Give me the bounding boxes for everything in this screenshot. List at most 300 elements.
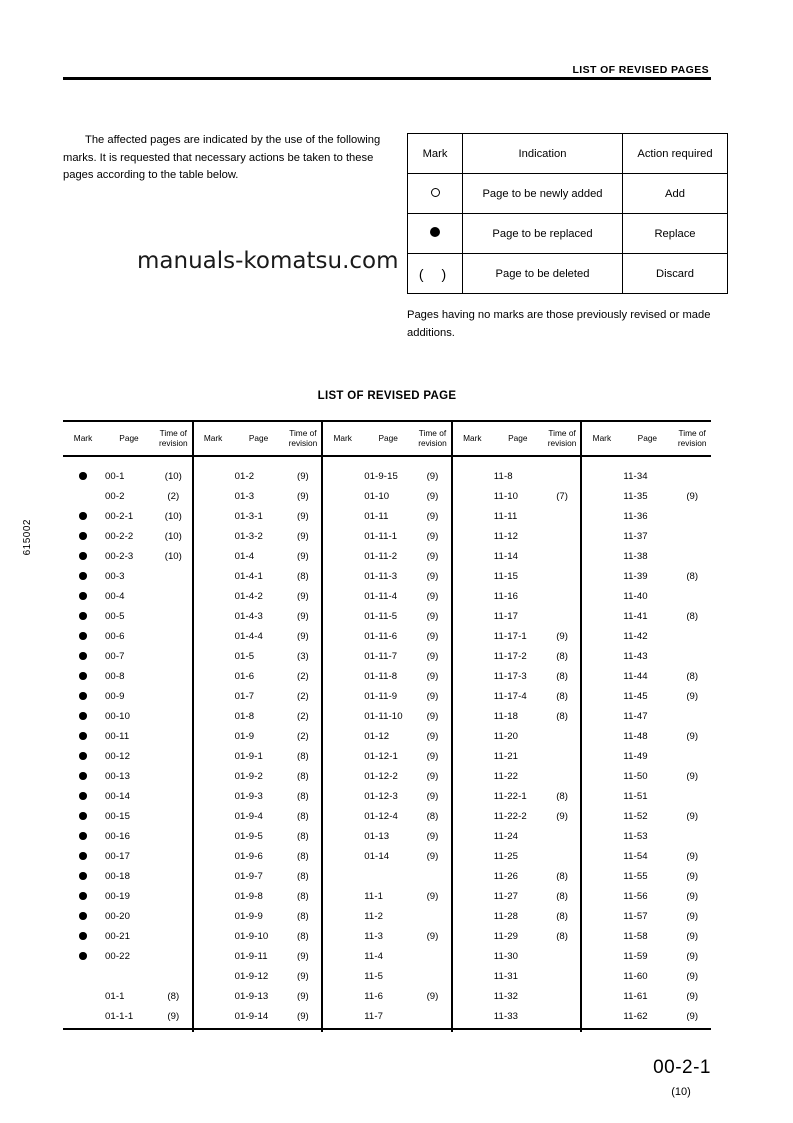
mark-cell [581, 606, 621, 626]
page-cell: 01-11-7 [364, 650, 398, 662]
mark-cell [322, 646, 362, 666]
time-of-revision-cell [155, 586, 193, 606]
replace-mark-cell [63, 686, 103, 706]
revision-header-page-2: Page [248, 432, 269, 443]
mark-cell [452, 606, 492, 626]
table-row [63, 926, 711, 946]
page-cell: 01-10 [364, 490, 390, 502]
table-row [63, 646, 711, 666]
replace-mark-cell [63, 566, 103, 586]
time-of-revision-cell: (9) [297, 630, 309, 642]
page-cell: 11-44 [623, 670, 648, 682]
time-of-revision-cell [673, 506, 711, 526]
time-of-revision-cell: (9) [686, 730, 699, 742]
filled-circle-icon [79, 852, 87, 860]
table-row [63, 686, 711, 706]
page-cell: 01-9-12 [234, 970, 269, 982]
mark-cell [452, 506, 492, 526]
page-cell: 11-33 [493, 1010, 519, 1022]
mark-cell [322, 566, 362, 586]
mark-cell [452, 826, 492, 846]
page-cell: 01-9-7 [234, 870, 263, 882]
page-cell: 01-9-11 [234, 950, 268, 962]
page-cell: 01-11-3 [364, 570, 398, 582]
time-of-revision-cell [414, 906, 452, 926]
time-of-revision-cell: (9) [426, 630, 439, 642]
mark-cell [452, 806, 492, 826]
page-cell [362, 866, 414, 886]
mark-cell [452, 546, 492, 566]
mark-cell [581, 546, 621, 566]
mark-cell [322, 906, 362, 926]
time-of-revision-cell [414, 946, 452, 966]
time-of-revision-cell: (9) [686, 990, 699, 1002]
page-cell: 11-24 [493, 830, 519, 842]
mark-cell [452, 586, 492, 606]
page-cell: 11-58 [623, 930, 648, 942]
mark-cell [581, 766, 621, 786]
time-of-revision-cell: (9) [297, 970, 309, 982]
legend-header-mark: Mark [408, 134, 463, 174]
time-of-revision-cell [673, 586, 711, 606]
mark-legend-table [407, 133, 728, 294]
mark-cell [452, 966, 492, 986]
revision-table-head [63, 421, 711, 456]
page-cell: 11-62 [623, 1010, 648, 1022]
page-cell: 11-40 [623, 590, 648, 602]
time-of-revision-cell: (9) [556, 630, 568, 642]
page-cell: 11-22-1 [493, 790, 527, 802]
page-cell: 00-11 [105, 730, 130, 742]
revision-header-mark-3: Mark [322, 421, 362, 456]
page-cell: 00-2-2 [105, 530, 134, 542]
revision-header-time-of-revision-4: Time of revision [547, 427, 577, 448]
revision-header-time-of-revision-2: Time of revision [288, 427, 318, 448]
legend-action-add: Add [623, 174, 728, 214]
mark-cell [581, 706, 621, 726]
time-of-revision-cell: (9) [426, 850, 439, 862]
time-of-revision-cell: (9) [426, 770, 439, 782]
time-of-revision-cell: (8) [297, 790, 309, 802]
page-cell: 11-39 [623, 570, 648, 582]
legend-action-discard: Discard [623, 254, 728, 294]
time-of-revision-cell: (9) [686, 810, 699, 822]
mark-cell [581, 586, 621, 606]
filled-circle-icon [79, 792, 87, 800]
page-cell: 01-12-1 [364, 750, 398, 762]
filled-circle-icon [79, 692, 87, 700]
time-of-revision-cell [544, 586, 582, 606]
mark-cell [581, 506, 621, 526]
intro-paragraph: The affected pages are indicated by the use of the following marks. It is requested that necessary actions be taken to these pages according to the table below. [63, 134, 381, 181]
page-cell: 01-4 [234, 550, 255, 562]
replace-mark-cell [63, 456, 103, 486]
mark-cell [193, 626, 233, 646]
mark-cell [452, 486, 492, 506]
table-row [63, 566, 711, 586]
page-cell: 01-9-3 [234, 790, 263, 802]
filled-circle-icon [79, 652, 87, 660]
mark-cell [452, 746, 492, 766]
filled-circle-icon [79, 952, 87, 960]
time-of-revision-cell: (9) [426, 730, 439, 742]
revision-header-page-3: Page [378, 432, 398, 443]
time-of-revision-cell: (9) [686, 970, 699, 982]
mark-cell [193, 666, 233, 686]
page-cell: 00-5 [105, 610, 125, 622]
time-of-revision-cell: (9) [426, 990, 439, 1002]
legend-mark-cell [408, 254, 463, 294]
page-cell: 11-36 [623, 510, 648, 522]
time-of-revision-cell: (9) [426, 550, 439, 562]
page-cell: 11-53 [623, 830, 648, 842]
time-of-revision-cell: (9) [297, 990, 309, 1002]
time-of-revision-cell: (2) [297, 710, 309, 722]
time-of-revision-cell: (8) [297, 570, 309, 582]
mark-cell [322, 706, 362, 726]
page-cell: 01-13 [364, 830, 390, 842]
page-cell: 11-49 [623, 750, 648, 762]
time-of-revision-cell: (9) [297, 1010, 309, 1022]
time-of-revision-cell: (8) [297, 850, 309, 862]
page-cell: 00-3 [105, 570, 125, 582]
time-of-revision-cell: (8) [686, 610, 699, 622]
time-of-revision-cell: (9) [426, 650, 439, 662]
time-of-revision-cell [544, 966, 582, 986]
mark-cell [193, 926, 233, 946]
page-cell: 00-4 [105, 590, 125, 602]
replace-mark-cell [63, 786, 103, 806]
page-cell: 11-37 [623, 530, 648, 542]
filled-circle-icon [79, 592, 87, 600]
page-cell: 11-17-1 [493, 630, 527, 642]
time-of-revision-cell: (9) [426, 750, 439, 762]
legend-indication-newly-added: Page to be newly added [463, 174, 623, 214]
page-cell: 01-11-10 [364, 710, 403, 722]
page-cell: 11-45 [623, 690, 648, 702]
mark-cell [193, 746, 233, 766]
mark-cell [452, 766, 492, 786]
mark-cell [322, 846, 362, 866]
mark-cell [322, 806, 362, 826]
mark-cell [322, 966, 362, 986]
mark-cell [452, 946, 492, 966]
side-document-code: 615002 [22, 519, 33, 556]
revision-header-mark-4: Mark [452, 421, 492, 456]
replace-mark-cell [63, 726, 103, 746]
mark-cell [581, 726, 621, 746]
time-of-revision-cell: (9) [686, 690, 699, 702]
table-row [63, 706, 711, 726]
time-of-revision-cell [544, 526, 582, 546]
time-of-revision-cell: (9) [426, 530, 439, 542]
filled-circle-icon [79, 612, 87, 620]
table-row [63, 626, 711, 646]
page-cell: 11-20 [493, 730, 519, 742]
page-cell: 01-12 [364, 730, 390, 742]
table-row [63, 866, 711, 886]
page-cell: 11-59 [623, 950, 648, 962]
mark-cell [581, 566, 621, 586]
page-cell: 01-4-1 [234, 570, 263, 582]
page-cell: 11-34 [623, 470, 648, 482]
time-of-revision-cell [414, 866, 452, 886]
open-circle-icon [431, 188, 440, 197]
replace-mark-cell [63, 706, 103, 726]
mark-cell [581, 746, 621, 766]
filled-circle-icon [430, 227, 440, 237]
replace-mark-cell [63, 606, 103, 626]
time-of-revision-cell: (9) [297, 610, 309, 622]
mark-cell [581, 866, 621, 886]
time-of-revision-cell [544, 986, 582, 1006]
time-of-revision-cell: (9) [426, 470, 439, 482]
page-cell [103, 966, 155, 986]
page-cell: 01-9-14 [234, 1010, 269, 1022]
time-of-revision-cell [673, 456, 711, 486]
page-cell: 11-17-4 [493, 690, 527, 702]
mark-cell [452, 706, 492, 726]
table-row [63, 456, 711, 486]
revision-header-time-of-revision-5: Time of revision [677, 427, 707, 448]
mark-cell [322, 686, 362, 706]
page-cell: 00-18 [105, 870, 131, 882]
mark-cell [322, 746, 362, 766]
page-cell: 01-4-4 [234, 630, 263, 642]
page-cell: 00-22 [105, 950, 131, 962]
time-of-revision-cell: (7) [556, 490, 568, 502]
time-of-revision-cell [544, 606, 582, 626]
braces-icon: ( ) [418, 265, 454, 282]
mark-cell [581, 926, 621, 946]
replace-mark-cell [63, 746, 103, 766]
time-of-revision-cell [544, 546, 582, 566]
page-cell: 11-15 [493, 570, 519, 582]
mark-cell [452, 726, 492, 746]
replace-mark-cell [63, 586, 103, 606]
table-row [63, 946, 711, 966]
page-cell: 11-43 [623, 650, 648, 662]
revision-header-mark-1: Mark [73, 432, 93, 443]
legend-header-row [408, 134, 728, 174]
time-of-revision-cell: (9) [167, 1010, 180, 1022]
replace-mark-cell [63, 526, 103, 546]
time-of-revision-cell [155, 606, 193, 626]
filled-circle-icon [79, 892, 87, 900]
time-of-revision-cell [673, 546, 711, 566]
page-cell: 00-2-1 [105, 510, 134, 522]
replace-mark-cell [63, 506, 103, 526]
page-cell: 01-11-1 [364, 530, 398, 542]
time-of-revision-cell: (8) [556, 870, 568, 882]
page-cell: 11-57 [623, 910, 648, 922]
page-cell: 11-5 [364, 970, 384, 982]
table-row [63, 506, 711, 526]
time-of-revision-cell: (9) [686, 770, 699, 782]
time-of-revision-cell [155, 946, 193, 966]
mark-cell [581, 646, 621, 666]
time-of-revision-cell [673, 626, 711, 646]
page-cell: 11-51 [623, 790, 648, 802]
time-of-revision-cell: (8) [297, 750, 309, 762]
mark-cell [193, 586, 233, 606]
page-cell: 01-11-2 [364, 550, 398, 562]
table-row [63, 846, 711, 866]
mark-cell [63, 966, 103, 986]
time-of-revision-cell [155, 626, 193, 646]
time-of-revision-cell [155, 566, 193, 586]
page-cell: 11-7 [364, 1010, 384, 1022]
page-cell: 01-14 [364, 850, 390, 862]
page-cell: 11-21 [493, 750, 519, 762]
page-cell: 11-55 [623, 870, 648, 882]
page-cell: 01-9-9 [234, 910, 263, 922]
page-cell: 11-2 [364, 910, 384, 922]
page-cell: 11-1 [364, 890, 384, 902]
time-of-revision-cell: (10) [164, 550, 182, 562]
mark-cell [581, 906, 621, 926]
mark-cell [193, 886, 233, 906]
mark-cell [193, 726, 233, 746]
mark-cell [322, 506, 362, 526]
time-of-revision-cell: (8) [297, 910, 309, 922]
page-cell: 01-5 [234, 650, 255, 662]
footer-revision-number: (10) [671, 1086, 691, 1098]
page-cell: 00-16 [105, 830, 131, 842]
time-of-revision-cell [673, 706, 711, 726]
table-row [63, 666, 711, 686]
page-cell: 11-35 [623, 490, 648, 502]
mark-cell [322, 946, 362, 966]
mark-cell [452, 686, 492, 706]
legend-header-indication: Indication [463, 134, 623, 174]
mark-cell [193, 606, 233, 626]
time-of-revision-cell: (8) [297, 870, 309, 882]
time-of-revision-cell [544, 746, 582, 766]
revision-table-body [63, 456, 711, 1032]
page-cell: 01-6 [234, 670, 255, 682]
mark-cell [581, 526, 621, 546]
time-of-revision-cell: (9) [426, 570, 439, 582]
mark-cell [581, 456, 621, 486]
time-of-revision-cell [544, 826, 582, 846]
page-cell: 00-2-3 [105, 550, 134, 562]
time-of-revision-cell [155, 966, 193, 986]
page-cell: 00-21 [105, 930, 131, 942]
page-cell: 11-47 [623, 710, 648, 722]
page-cell: 01-11-5 [364, 610, 398, 622]
page-cell: 11-25 [493, 850, 519, 862]
filled-circle-icon [79, 532, 87, 540]
time-of-revision-cell: (9) [426, 790, 439, 802]
page-cell: 11-38 [623, 550, 648, 562]
page-cell: 01-3-1 [234, 510, 263, 522]
page-cell: 11-27 [493, 890, 519, 902]
page-cell: 11-52 [623, 810, 648, 822]
page-cell: 11-16 [493, 590, 519, 602]
time-of-revision-cell: (8) [297, 810, 309, 822]
time-of-revision-cell [544, 456, 582, 486]
mark-cell [322, 526, 362, 546]
mark-cell [452, 886, 492, 906]
filled-circle-icon [79, 672, 87, 680]
time-of-revision-cell: (10) [164, 530, 182, 542]
page-cell: 11-17-3 [493, 670, 527, 682]
time-of-revision-cell [155, 766, 193, 786]
time-of-revision-cell: (9) [426, 930, 439, 942]
mark-cell [452, 456, 492, 486]
page-cell: 11-26 [493, 870, 519, 882]
replace-mark-cell [63, 946, 103, 966]
time-of-revision-cell [155, 926, 193, 946]
time-of-revision-cell [673, 526, 711, 546]
mark-cell [193, 866, 233, 886]
time-of-revision-cell: (2) [167, 490, 180, 502]
table-row [63, 986, 711, 1006]
table-row [63, 806, 711, 826]
page-cell: 01-11-9 [364, 690, 398, 702]
time-of-revision-cell: (9) [297, 510, 309, 522]
time-of-revision-cell: (8) [686, 570, 699, 582]
legend-note: Pages having no marks are those previously revised or made additions. [407, 309, 711, 339]
page-cell: 01-1-1 [105, 1010, 134, 1022]
time-of-revision-cell [544, 566, 582, 586]
time-of-revision-cell: (9) [426, 490, 439, 502]
page-cell: 11-17 [493, 610, 519, 622]
page-cell: 00-19 [105, 890, 131, 902]
page-cell: 01-4-2 [234, 590, 263, 602]
mark-cell [322, 606, 362, 626]
time-of-revision-cell: (9) [297, 490, 309, 502]
page-cell: 01-9-4 [234, 810, 263, 822]
legend-indication-replaced: Page to be replaced [463, 214, 623, 254]
time-of-revision-cell [673, 826, 711, 846]
mark-cell [193, 986, 233, 1006]
page-cell: 01-11-8 [364, 670, 398, 682]
table-row [63, 486, 711, 506]
page-cell: 11-17-2 [493, 650, 527, 662]
revision-table [63, 420, 711, 1032]
mark-cell [581, 786, 621, 806]
time-of-revision-cell: (9) [686, 930, 699, 942]
time-of-revision-cell: (9) [297, 950, 309, 962]
time-of-revision-cell [155, 866, 193, 886]
replace-mark-cell [63, 546, 103, 566]
page-cell: 01-9-2 [234, 770, 263, 782]
time-of-revision-cell: (9) [426, 610, 439, 622]
time-of-revision-cell [544, 766, 582, 786]
mark-cell [452, 846, 492, 866]
time-of-revision-cell: (9) [556, 810, 568, 822]
replace-mark-cell [63, 666, 103, 686]
time-of-revision-cell: (8) [297, 770, 309, 782]
mark-cell [322, 786, 362, 806]
watermark-text: manuals-komatsu.com [137, 248, 399, 274]
revision-header-mark-5: Mark [581, 421, 621, 456]
mark-cell [193, 946, 233, 966]
replace-mark-cell [63, 806, 103, 826]
table-row [63, 526, 711, 546]
mark-cell [452, 566, 492, 586]
mark-cell [322, 586, 362, 606]
mark-cell [452, 866, 492, 886]
page-cell: 11-4 [364, 950, 384, 962]
mark-cell [581, 826, 621, 846]
time-of-revision-cell: (2) [297, 670, 309, 682]
mark-cell [452, 526, 492, 546]
page-cell: 01-2 [234, 470, 255, 482]
filled-circle-icon [79, 512, 87, 520]
